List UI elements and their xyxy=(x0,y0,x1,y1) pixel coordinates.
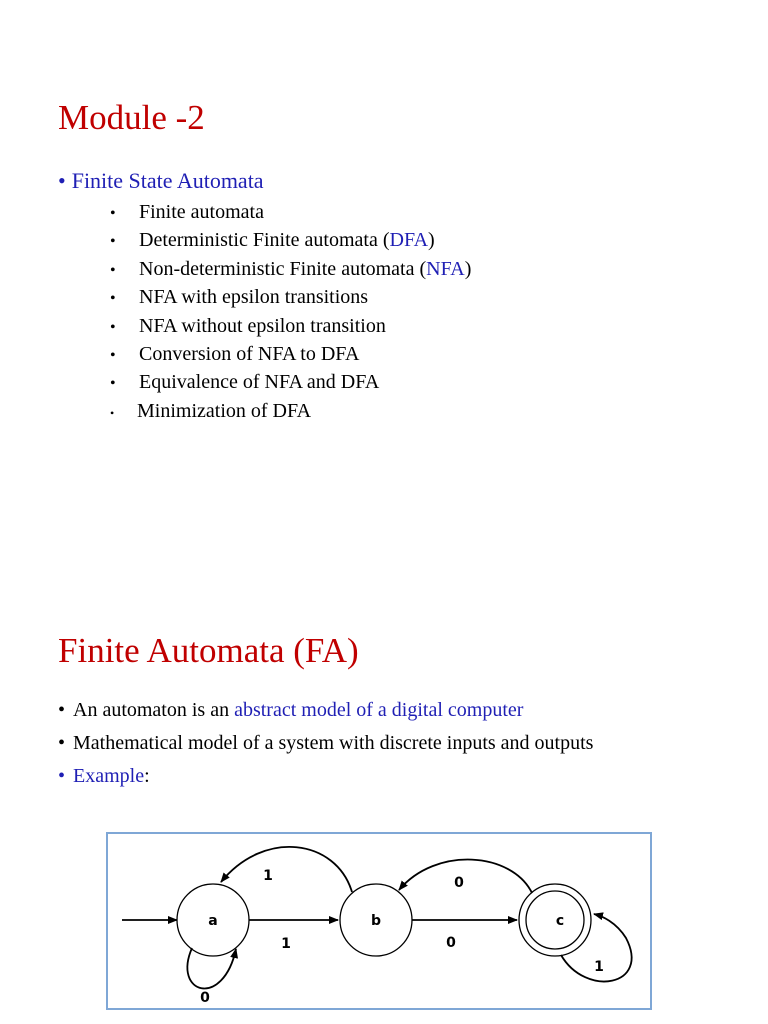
list-item xyxy=(110,229,471,257)
transition-label: 0 xyxy=(446,935,456,951)
list-item xyxy=(58,731,710,755)
bullet-marker: • xyxy=(110,405,115,420)
list-item xyxy=(58,764,710,788)
state-b xyxy=(340,884,412,956)
state-label: b xyxy=(370,913,382,929)
list-item-text: Finite automata xyxy=(139,201,264,223)
main-bullet-text: Finite State Automata xyxy=(71,168,264,193)
example-label: Example xyxy=(73,765,145,787)
bullet-marker: • xyxy=(110,375,116,393)
slide-title: Module -2 xyxy=(58,98,205,137)
bullet-marker: • xyxy=(110,346,116,364)
list-item xyxy=(110,371,471,399)
list-item-suffix: ) xyxy=(428,229,435,252)
list-item xyxy=(110,201,471,229)
state-diagram-svg xyxy=(108,834,650,1008)
transition-label: 0 xyxy=(200,990,210,1006)
state-label: a xyxy=(208,913,218,929)
list-item-accent: DFA xyxy=(389,229,429,252)
bullet-marker: • xyxy=(110,261,116,279)
bullet-marker: • xyxy=(110,205,116,222)
list-item-text: Mathematical model of a system with discrete inputs and outputs xyxy=(73,732,594,754)
list-item-suffix: : xyxy=(144,765,150,787)
list-item-text: Non-deterministic Finite automata ( xyxy=(139,257,427,280)
transition-label: 1 xyxy=(263,868,273,884)
list-item-text: Conversion of NFA to DFA xyxy=(139,342,360,365)
transition-c-b xyxy=(399,860,532,893)
list-item xyxy=(110,315,471,343)
bullet-marker: • xyxy=(110,290,116,308)
bullet-marker: • xyxy=(58,732,66,754)
bullet-marker: • xyxy=(110,233,116,251)
list-item-text: Equivalence of NFA and DFA xyxy=(139,371,380,394)
list-item-text: An automaton is an xyxy=(73,699,235,721)
bullet-marker: • xyxy=(58,168,66,193)
list-item xyxy=(110,286,471,314)
list-item xyxy=(110,258,471,286)
transition-label: 1 xyxy=(594,959,604,975)
list-item-text: Minimization of DFA xyxy=(137,399,312,422)
bullet-marker: • xyxy=(110,318,116,336)
transition-label: 1 xyxy=(281,936,291,952)
transition-label: 0 xyxy=(454,875,464,891)
list-item xyxy=(110,343,471,371)
list-item-accent: NFA xyxy=(426,257,465,280)
list-item-text: NFA with epsilon transitions xyxy=(139,286,369,309)
list-item-suffix: ) xyxy=(464,257,472,280)
list-item-text: Deterministic Finite automata ( xyxy=(139,229,390,252)
list-item xyxy=(110,400,471,428)
state-c xyxy=(519,884,591,956)
bullet-marker: • xyxy=(58,765,66,787)
main-bullet-finite-state-automata xyxy=(58,170,264,192)
transition-b-a xyxy=(221,847,352,892)
slide-finite-automata xyxy=(0,512,768,1024)
slide-title: Finite Automata (FA) xyxy=(58,631,359,670)
bullet-marker: • xyxy=(58,699,66,721)
state-diagram xyxy=(106,832,652,1010)
list-item xyxy=(58,698,710,722)
topic-list xyxy=(110,201,471,428)
definition-list xyxy=(58,698,710,797)
state-a xyxy=(177,884,249,956)
list-item-accent: abstract model of a digital computer xyxy=(234,699,524,721)
state-label: c xyxy=(555,913,565,929)
list-item-text: NFA without epsilon transition xyxy=(139,314,386,337)
